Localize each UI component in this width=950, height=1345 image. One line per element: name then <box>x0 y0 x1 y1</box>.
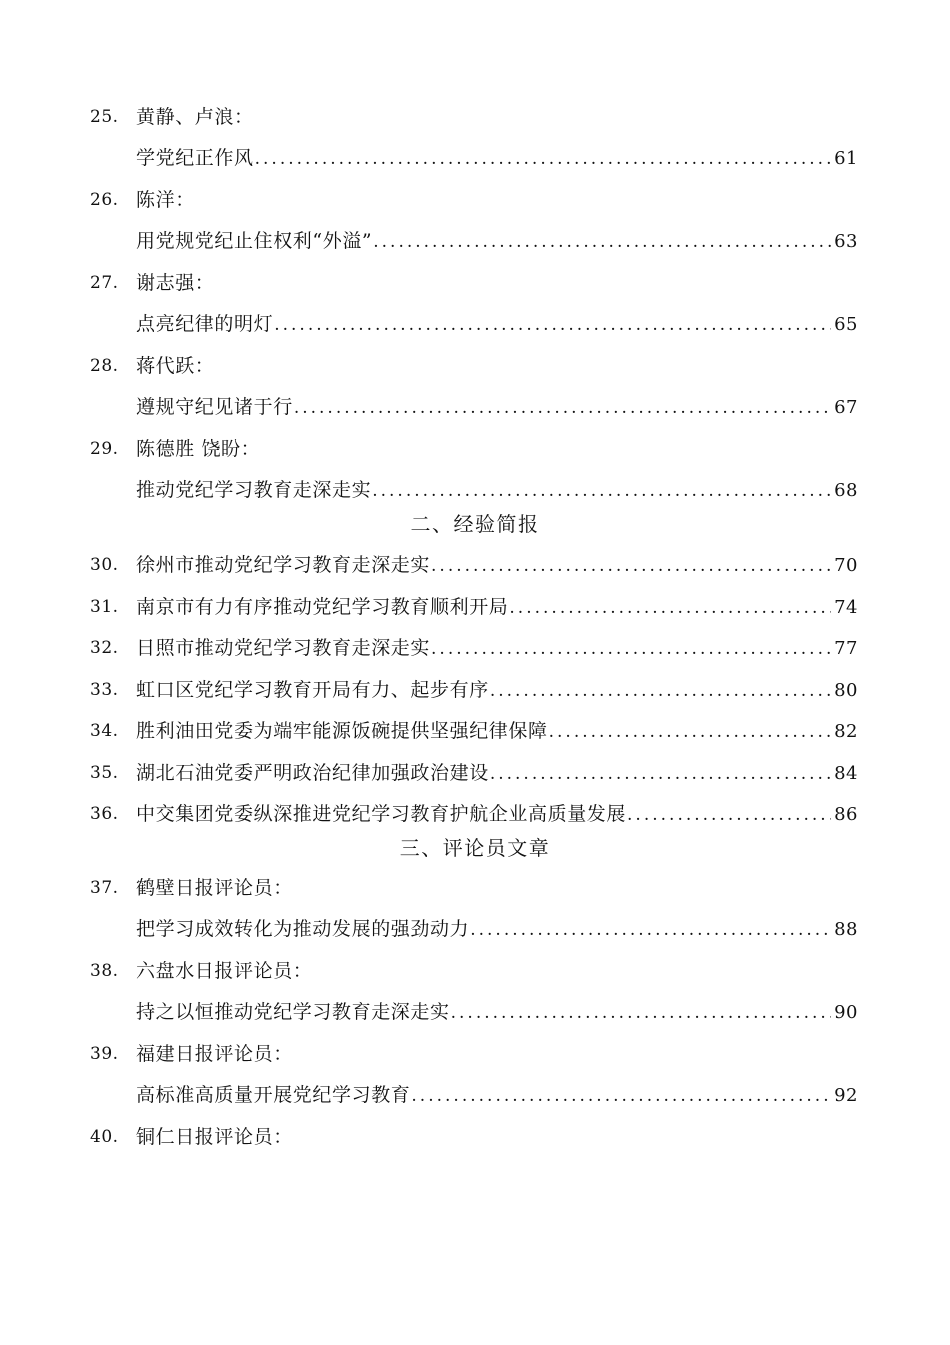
entry-number: 34. <box>90 721 119 741</box>
toc-entry-title-row <box>136 714 858 749</box>
entry-title: 推动党纪学习教育走深走实 <box>136 479 372 501</box>
dot-leader <box>451 996 831 1030</box>
dot-leader <box>411 1079 831 1113</box>
entry-page-number: 80 <box>834 680 858 701</box>
entry-title: 南京市有力有序推动党纪学习教育顺利开局 <box>136 596 509 618</box>
toc-entry-title-row <box>136 673 858 708</box>
entry-page-number: 77 <box>834 638 858 659</box>
entry-title: 点亮纪律的明灯 <box>136 313 274 335</box>
entry-title: 高标准高质量开展党纪学习教育 <box>136 1084 411 1106</box>
toc-entry-title-row <box>136 756 858 791</box>
entry-number: 29. <box>90 439 119 459</box>
entry-page-number: 82 <box>834 721 858 742</box>
entry-author: 陈德胜 饶盼： <box>136 438 261 460</box>
entry-page-number: 63 <box>834 231 858 252</box>
dot-leader <box>294 391 831 425</box>
toc-entry-title-row[interactable] <box>136 224 858 258</box>
entry-page-number: 90 <box>834 1002 858 1023</box>
dot-leader <box>255 142 831 176</box>
entry-title: 中交集团党委纵深推进党纪学习教育护航企业高质量发展 <box>136 803 627 825</box>
entry-title: 学党纪正作风 <box>136 147 254 169</box>
entry-author: 陈洋： <box>136 189 195 211</box>
entry-title: 虹口区党纪学习教育开局有力、起步有序 <box>136 679 489 701</box>
entry-author: 黄静、卢浪： <box>136 106 254 128</box>
toc-entry-title-row[interactable] <box>136 473 858 507</box>
entry-number: 31. <box>90 597 119 617</box>
toc-entry-title-row[interactable] <box>136 390 858 424</box>
entry-title: 湖北石油党委严明政治纪律加强政治建设 <box>136 762 489 784</box>
dot-leader <box>431 549 831 583</box>
entry-title: 日照市推动党纪学习教育走深走实 <box>136 637 431 659</box>
toc-entry-author-line <box>0 1037 950 1071</box>
toc-entry[interactable] <box>0 631 950 665</box>
entry-page-number: 88 <box>834 919 858 940</box>
entry-number: 25. <box>90 107 119 127</box>
dot-leader <box>509 591 831 625</box>
toc-entry-author-line <box>0 1120 950 1154</box>
entry-number: 30. <box>90 555 119 575</box>
section-heading: 二、经验简报 <box>410 512 540 536</box>
toc-entry-title-row[interactable] <box>136 307 858 341</box>
dot-leader <box>373 225 831 259</box>
toc-entry[interactable] <box>0 548 950 582</box>
entry-page-number: 70 <box>834 555 858 576</box>
entry-author: 福建日报评论员： <box>136 1043 293 1065</box>
toc-entry-author-line <box>0 183 950 217</box>
toc-entry-title-row[interactable] <box>136 1078 858 1112</box>
toc-entry-title-row[interactable] <box>136 995 858 1029</box>
entry-page-number: 84 <box>834 763 858 784</box>
section-heading: 三、评论员文章 <box>399 836 551 860</box>
entry-page-number: 92 <box>834 1085 858 1106</box>
dot-leader <box>549 715 831 749</box>
entry-number: 37. <box>90 878 119 898</box>
entry-title: 把学习成效转化为推动发展的强劲动力 <box>136 918 470 940</box>
toc-entry-title-row <box>136 797 858 832</box>
dot-leader <box>627 798 831 832</box>
entry-author: 铜仁日报评论员： <box>136 1126 293 1148</box>
dot-leader <box>490 674 831 708</box>
entry-page-number: 74 <box>834 597 858 618</box>
entry-number: 26. <box>90 190 119 210</box>
dot-leader <box>490 757 831 791</box>
entry-number: 35. <box>90 763 119 783</box>
dot-leader <box>274 308 831 342</box>
entry-author: 六盘水日报评论员： <box>136 960 313 982</box>
entry-title: 持之以恒推动党纪学习教育走深走实 <box>136 1001 450 1023</box>
dot-leader <box>470 913 831 947</box>
entry-number: 40. <box>90 1127 119 1147</box>
entry-number: 39. <box>90 1044 119 1064</box>
dot-leader <box>372 474 831 508</box>
entry-number: 32. <box>90 638 119 658</box>
entry-page-number: 61 <box>834 148 858 169</box>
toc-entry-author-line <box>0 954 950 988</box>
entry-title: 徐州市推动党纪学习教育走深走实 <box>136 554 431 576</box>
toc-entry[interactable] <box>0 797 950 831</box>
toc-entry-author-line <box>0 871 950 905</box>
toc-entry[interactable] <box>0 673 950 707</box>
entry-title: 胜利油田党委为端牢能源饭碗提供坚强纪律保障 <box>136 720 548 742</box>
entry-number: 27. <box>90 273 119 293</box>
entry-page-number: 67 <box>834 397 858 418</box>
entry-number: 36. <box>90 804 119 824</box>
toc-entry-title-row[interactable] <box>136 141 858 175</box>
entry-page-number: 68 <box>834 480 858 501</box>
entry-author: 鹤壁日报评论员： <box>136 877 293 899</box>
entry-author: 蒋代跃： <box>136 355 215 377</box>
toc-entry-author-line <box>0 349 950 383</box>
toc-entry[interactable] <box>0 756 950 790</box>
toc-entry-title-row[interactable] <box>136 912 858 946</box>
toc-entry-author-line <box>0 100 950 134</box>
toc-entry-title-row <box>136 548 858 583</box>
entry-title: 遵规守纪见诸于行 <box>136 396 293 418</box>
toc-entry-author-line <box>0 432 950 466</box>
toc-entry-author-line <box>0 266 950 300</box>
entry-number: 33. <box>90 680 119 700</box>
toc-entry[interactable] <box>0 590 950 624</box>
entry-number: 38. <box>90 961 119 981</box>
toc-entry-title-row <box>136 590 858 625</box>
entry-page-number: 65 <box>834 314 858 335</box>
toc-entry-title-row <box>136 631 858 666</box>
entry-author: 谢志强： <box>136 272 215 294</box>
entry-page-number: 86 <box>834 804 858 825</box>
entry-number: 28. <box>90 356 119 376</box>
dot-leader <box>431 632 831 666</box>
toc-entry[interactable] <box>0 714 950 748</box>
entry-title: 用党规党纪止住权利“外溢” <box>136 230 373 252</box>
